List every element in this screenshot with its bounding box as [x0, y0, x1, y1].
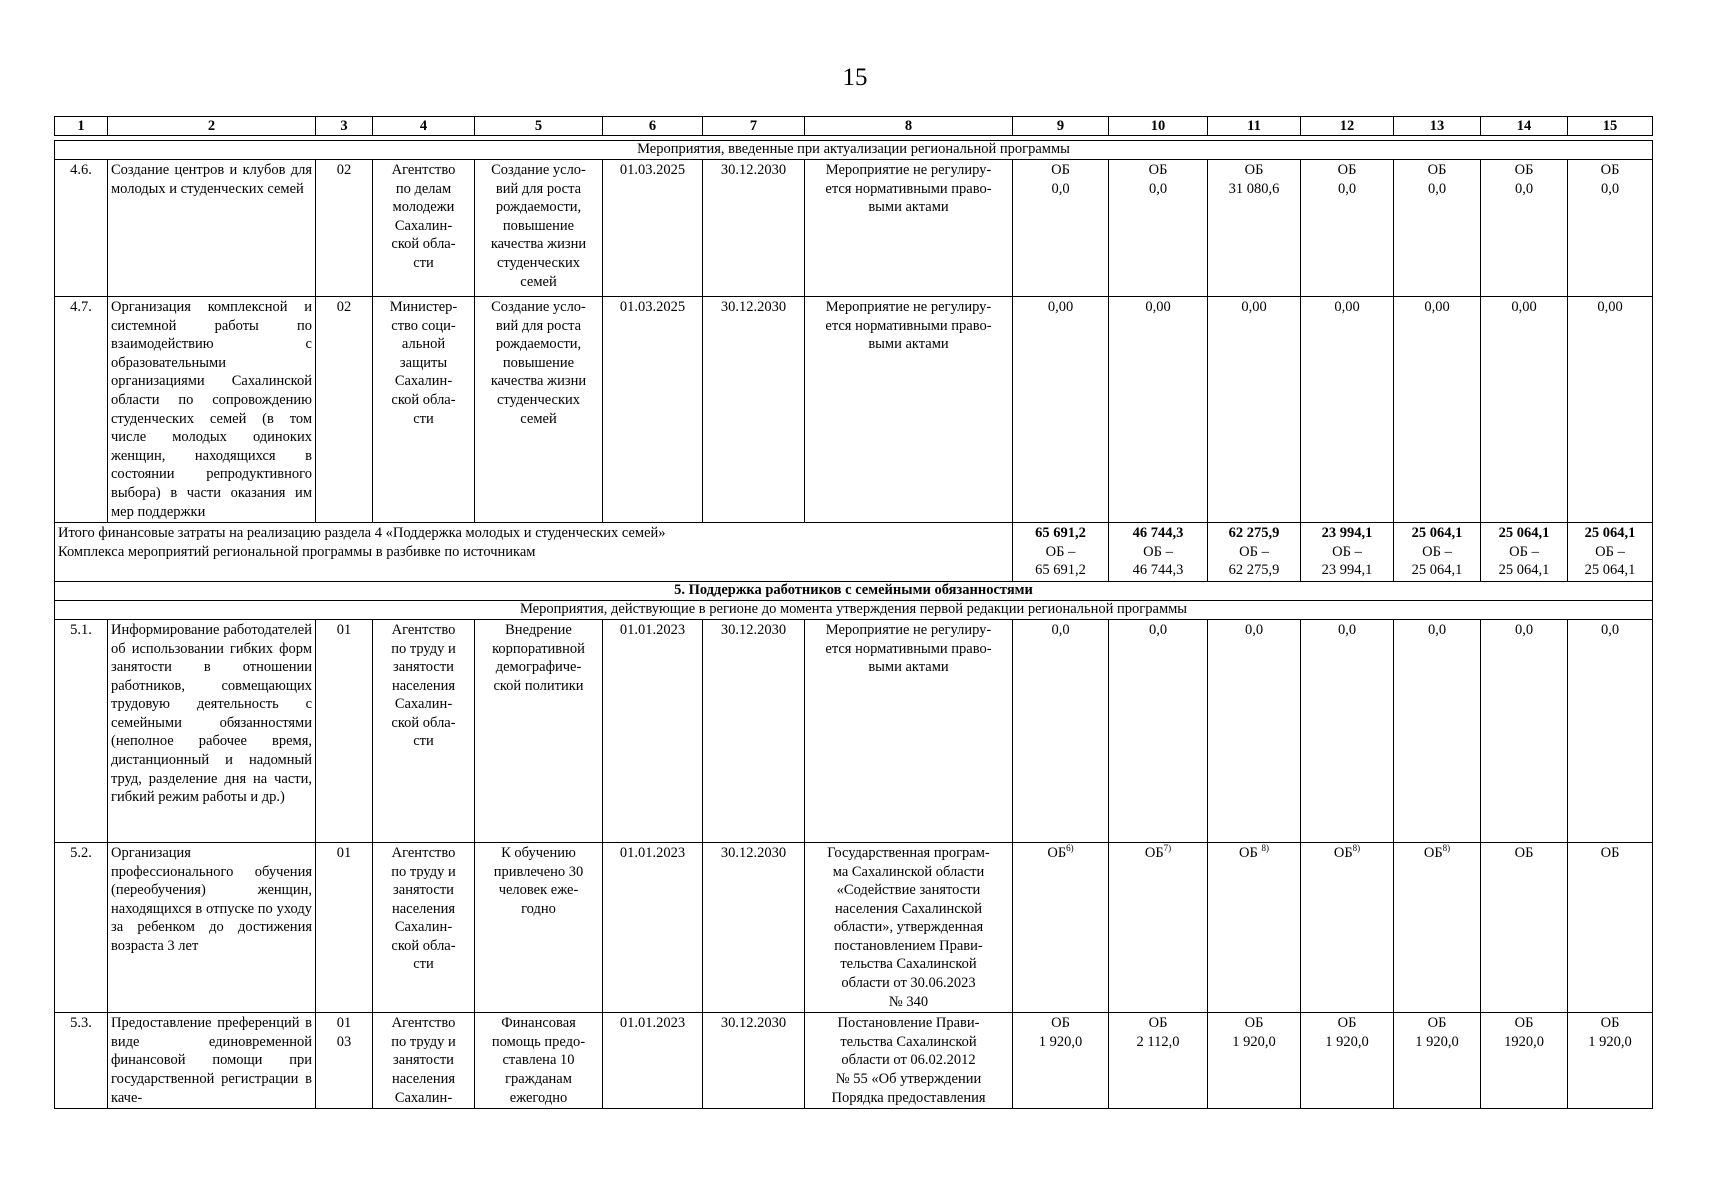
funding-source: ОБ: [1148, 1015, 1168, 1032]
total-value: 25 064,1: [1411, 525, 1463, 542]
funding-source: ОБ: [1423, 844, 1443, 861]
funding-cell: [1013, 842, 1109, 1012]
total-cell: [1568, 523, 1653, 582]
funding-source: ОБ: [1600, 162, 1620, 178]
legal-basis: Государственная програм- ма Сахалинской области «Содействие занятости населения Сахалинской области», утвержденная постановлением Прави- тельства Сахалинской области от 30.06.2023 № 340: [805, 842, 1013, 1012]
funding-value: 25 064,1: [1498, 562, 1550, 579]
header-cell: 10: [1109, 117, 1208, 136]
executor: Министер- ство соци- альной защиты Сахалин- ской обла- сти: [373, 297, 475, 523]
funding-source: ОБ: [1514, 844, 1534, 861]
start-date: 01.01.2023: [603, 619, 703, 842]
row-number: 5.3.: [55, 1013, 108, 1109]
total-cell: [1109, 523, 1208, 582]
funding-cell: [1568, 1013, 1653, 1109]
funding-source: ОБ: [1047, 844, 1067, 861]
table-row: [55, 842, 1653, 1012]
total-value: 62 275,9: [1228, 525, 1280, 542]
code: 01: [316, 619, 373, 842]
header-cell: 8: [805, 117, 1013, 136]
funding-value: 1 920,0: [1232, 1033, 1276, 1050]
funding-value: 0,0: [1600, 180, 1620, 197]
funding-cell: [1301, 842, 1394, 1012]
funding-value: 0,00: [1208, 297, 1301, 523]
funding-value: 65 691,2: [1035, 562, 1086, 579]
funding-value: 0,0: [1148, 180, 1168, 197]
funding-cell: [1394, 1013, 1481, 1109]
row-number: 4.6.: [55, 160, 108, 297]
total-value: 25 064,1: [1498, 525, 1550, 542]
subsection-row: [55, 600, 1653, 619]
funding-source: ОБ: [1051, 1015, 1070, 1032]
funding-source: ОБ: [1244, 162, 1264, 178]
funding-value: 0,00: [1394, 297, 1481, 523]
total-cell: [1481, 523, 1568, 582]
expected-result: К обучению привлечено 30 человек еже- годно: [475, 842, 603, 1012]
header-cell: 2: [108, 117, 316, 136]
section-total-row: [55, 523, 1653, 582]
total-cell: [1394, 523, 1481, 582]
footnote-ref: 8): [1442, 843, 1451, 854]
legal-basis: Постановление Прави- тельства Сахалинской области от 06.02.2012 № 55 «Об утверждении Порядка предоставления: [805, 1013, 1013, 1109]
section-title: 5. Поддержка работников с семейными обязанностями: [55, 581, 1653, 600]
footnote-ref: 8): [1261, 843, 1269, 854]
header-cell: 12: [1301, 117, 1394, 136]
funding-source: ОБ: [1148, 162, 1168, 178]
funding-value: 1 920,0: [1415, 1033, 1459, 1050]
funding-value: 0,00: [1481, 297, 1568, 523]
funding-source: ОБ: [1239, 844, 1262, 861]
header-cell: 5: [475, 117, 603, 136]
total-value: 25 064,1: [1584, 525, 1636, 542]
funding-source: ОБ –: [1045, 543, 1076, 560]
funding-value: 25 064,1: [1411, 562, 1463, 579]
header-row: [55, 117, 1653, 136]
funding-value: 0,00: [1013, 297, 1109, 523]
funding-cell: [1568, 160, 1653, 297]
start-date: 01.03.2025: [603, 160, 703, 297]
activity-name: Информирование работодателей об использовании гибких форм занятости в отношении работников, совмещающих трудовую деятельность с семейными обязанностями (неполное рабочее время, дистанционный и надомный труд, разделение дня на части, гибкий режим работы и др.): [108, 619, 316, 842]
expected-result: Финансовая помощь предо- ставлена 10 гражданам ежегодно: [475, 1013, 603, 1109]
funding-source: ОБ –: [1332, 543, 1362, 560]
funding-cell: [1301, 1013, 1394, 1109]
funding-cell: [1394, 160, 1481, 297]
funding-cell: [1109, 1013, 1208, 1109]
funding-source: ОБ –: [1509, 543, 1539, 560]
end-date: 30.12.2030: [703, 1013, 805, 1109]
activity-name: Организация комплексной и системной работы по взаимодействию с образовательными организациями Сахалинской области по сопровождению студенческих семей (в том числе молодых одиноких женщин, находящихся в состоянии репродуктивного выбора) в части оказания им мер поддержки: [108, 297, 316, 523]
funding-cell: [1109, 842, 1208, 1012]
funding-source: ОБ –: [1239, 543, 1269, 560]
funding-cell: [1301, 160, 1394, 297]
funding-value: 0,00: [1109, 297, 1208, 523]
funding-cell: [1481, 842, 1568, 1012]
total-label-line: Комплекса мероприятий региональной программы в разбивке по источникам: [58, 543, 536, 560]
funding-cell: [1013, 1013, 1109, 1109]
executor: Агентство по труду и занятости населения Сахалин-: [373, 1013, 475, 1109]
section-total-label: [55, 523, 1013, 582]
funding-cell: [1013, 160, 1109, 297]
header-cell: 9: [1013, 117, 1109, 136]
expected-result: Создание усло- вий для роста рождаемости, повышение качества жизни студенческих семей: [475, 160, 603, 297]
code: 02: [316, 297, 373, 523]
table-row: [55, 160, 1653, 297]
funding-source: ОБ: [1333, 844, 1353, 861]
funding-value: 0,0: [1301, 619, 1394, 842]
header-cell: 14: [1481, 117, 1568, 136]
header-cell: 7: [703, 117, 805, 136]
footnote-ref: 7): [1163, 843, 1172, 854]
total-value: 23 994,1: [1321, 525, 1373, 542]
funding-value: 1 920,0: [1325, 1033, 1369, 1050]
start-date: 01.01.2023: [603, 1013, 703, 1109]
footnote-ref: 6): [1066, 843, 1074, 854]
funding-cell: [1208, 1013, 1301, 1109]
funding-cell: [1481, 160, 1568, 297]
total-value: 46 744,3: [1132, 525, 1184, 542]
code: 02: [316, 160, 373, 297]
funding-source: ОБ: [1144, 844, 1164, 861]
funding-value: 0,00: [1568, 297, 1653, 523]
header-cell: 6: [603, 117, 703, 136]
funding-cell: [1208, 160, 1301, 297]
funding-source: ОБ: [1244, 1015, 1264, 1032]
funding-value: 46 744,3: [1132, 562, 1184, 579]
end-date: 30.12.2030: [703, 160, 805, 297]
row-number: 5.1.: [55, 619, 108, 842]
expected-result: Внедрение корпоративной демографиче- ской политики: [475, 619, 603, 842]
header-cell: 13: [1394, 117, 1481, 136]
subsection-title: Мероприятия, введенные при актуализации региональной программы: [55, 141, 1653, 160]
program-table: [54, 116, 1653, 1109]
funding-source: ОБ: [1337, 1015, 1357, 1032]
funding-value: 2 112,0: [1136, 1033, 1180, 1050]
header-cell: 1: [55, 117, 108, 136]
executor: Агентство по труду и занятости населения Сахалин- ской обла- сти: [373, 619, 475, 842]
total-label-line: Итого финансовые затраты на реализацию раздела 4 «Поддержка молодых и студенческих семей»: [58, 525, 666, 542]
funding-value: 1 920,0: [1038, 1033, 1083, 1050]
funding-source: ОБ: [1600, 1015, 1620, 1032]
funding-source: ОБ: [1427, 1015, 1447, 1032]
funding-source: ОБ –: [1595, 543, 1625, 560]
row-number: 5.2.: [55, 842, 108, 1012]
table-row: [55, 619, 1653, 842]
start-date: 01.01.2023: [603, 842, 703, 1012]
legal-basis: Мероприятие не регулиру- ется нормативными право- выми актами: [805, 297, 1013, 523]
funding-value: 0,0: [1568, 619, 1653, 842]
executor: Агентство по делам молодежи Сахалин- ской обла- сти: [373, 160, 475, 297]
header-cell: 15: [1568, 117, 1653, 136]
activity-name: Предоставление преференций в виде единовременной финансовой помощи при государственной регистрации в каче-: [108, 1013, 316, 1109]
funding-cell: [1481, 1013, 1568, 1109]
funding-value: 0,0: [1013, 619, 1109, 842]
funding-value: 0,00: [1301, 297, 1394, 523]
funding-value: 0,0: [1427, 180, 1447, 197]
funding-cell: [1568, 842, 1653, 1012]
funding-value: 0,0: [1394, 619, 1481, 842]
funding-source: ОБ: [1600, 844, 1620, 861]
funding-value: 1920,0: [1504, 1033, 1544, 1050]
page-number: 15: [842, 64, 868, 91]
funding-source: ОБ: [1514, 162, 1534, 178]
funding-value: 25 064,1: [1584, 562, 1636, 579]
funding-source: ОБ: [1514, 1015, 1534, 1032]
subsection-title: Мероприятия, действующие в регионе до момента утверждения первой редакции региональной программы: [55, 600, 1653, 619]
legal-basis: Мероприятие не регулиру- ется нормативными право- выми актами: [805, 619, 1013, 842]
expected-result: Создание усло- вий для роста рождаемости, повышение качества жизни студенческих семей: [475, 297, 603, 523]
legal-basis: Мероприятие не регулиру- ется нормативными право- выми актами: [805, 160, 1013, 297]
total-cell: [1013, 523, 1109, 582]
code: 01 03: [316, 1013, 373, 1109]
end-date: 30.12.2030: [703, 619, 805, 842]
funding-value: 0,0: [1208, 619, 1301, 842]
end-date: 30.12.2030: [703, 297, 805, 523]
funding-value: 23 994,1: [1321, 562, 1373, 579]
footnote-ref: 8): [1352, 843, 1361, 854]
funding-cell: [1109, 160, 1208, 297]
header-cell: 11: [1208, 117, 1301, 136]
section-title-row: [55, 581, 1653, 600]
total-cell: [1208, 523, 1301, 582]
funding-value: 62 275,9: [1228, 562, 1280, 579]
activity-name: Создание центров и клубов для молодых и студенческих семей: [108, 160, 316, 297]
total-value: 65 691,2: [1035, 525, 1086, 542]
header-cell: 4: [373, 117, 475, 136]
funding-value: 0,0: [1514, 180, 1534, 197]
funding-cell: [1208, 842, 1301, 1012]
table-row: [55, 297, 1653, 523]
funding-value: 0,0: [1481, 619, 1568, 842]
table-row: [55, 1013, 1653, 1109]
funding-source: ОБ: [1051, 162, 1070, 178]
total-cell: [1301, 523, 1394, 582]
funding-value: 31 080,6: [1228, 180, 1280, 197]
funding-cell: [1394, 842, 1481, 1012]
funding-value: 1 920,0: [1588, 1033, 1632, 1050]
activity-name: Организация профессионального обучения (переобучения) женщин, находящихся в отпуске по уходу за ребенком до достижения возраста 3 лет: [108, 842, 316, 1012]
start-date: 01.03.2025: [603, 297, 703, 523]
end-date: 30.12.2030: [703, 842, 805, 1012]
funding-value: 0,0: [1337, 180, 1357, 197]
funding-value: 0,0: [1051, 180, 1070, 197]
funding-source: ОБ: [1337, 162, 1357, 178]
subsection-row: [55, 141, 1653, 160]
funding-source: ОБ –: [1422, 543, 1452, 560]
funding-value: 0,0: [1109, 619, 1208, 842]
code: 01: [316, 842, 373, 1012]
row-number: 4.7.: [55, 297, 108, 523]
executor: Агентство по труду и занятости населения Сахалин- ской обла- сти: [373, 842, 475, 1012]
funding-source: ОБ: [1427, 162, 1447, 178]
funding-source: ОБ –: [1143, 543, 1173, 560]
header-cell: 3: [316, 117, 373, 136]
